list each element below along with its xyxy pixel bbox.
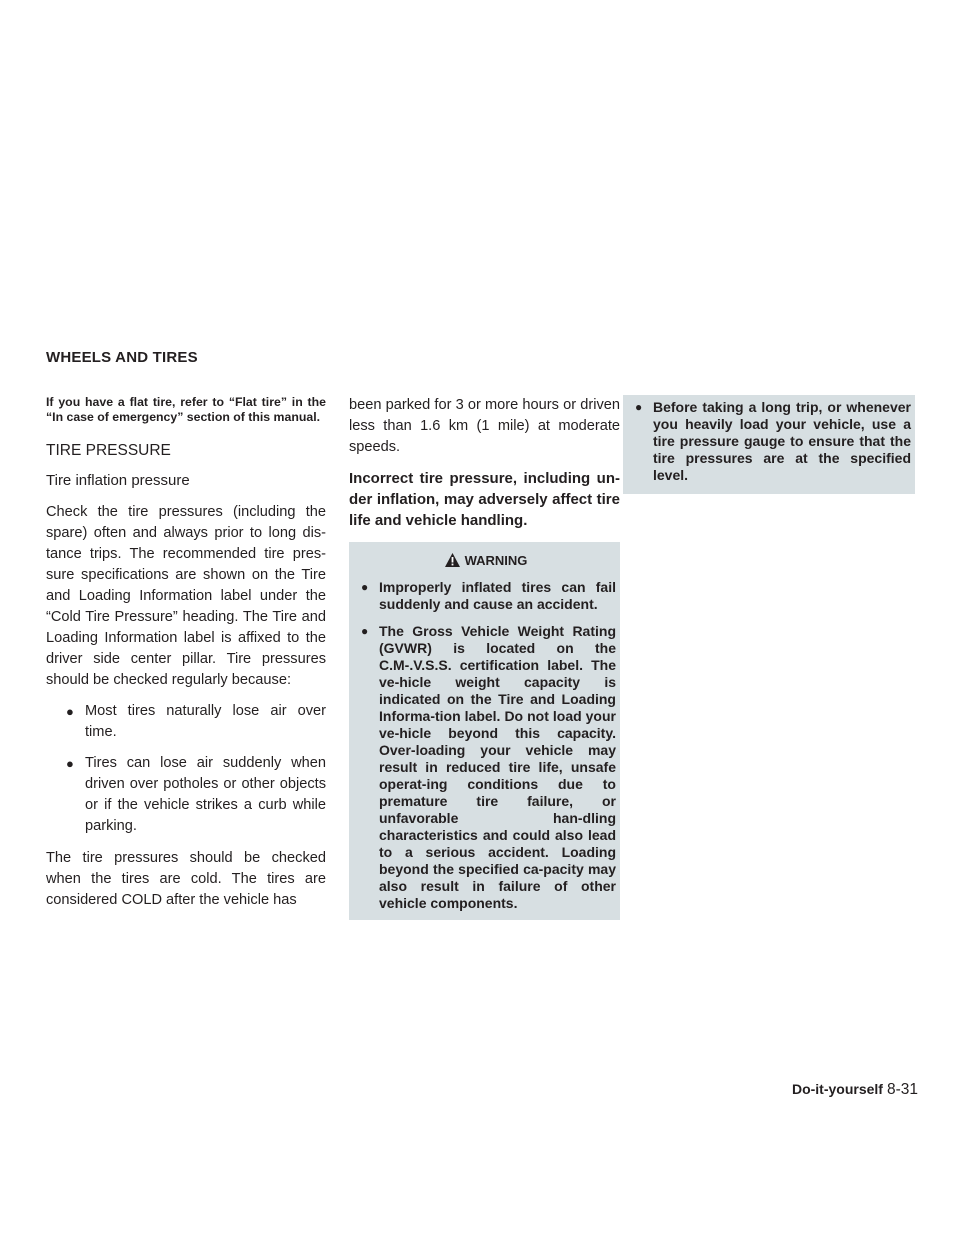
warning-box (349, 542, 620, 920)
warning-item-text: Before taking a long trip, or whenever you heavily load your vehicle, use a tire pressure gauge to ensure that the tire pressures are at the specified level. (653, 399, 911, 483)
warning-list (629, 399, 911, 484)
list-item (355, 623, 616, 912)
flat-tire-note: If you have a flat tire, refer to “Flat tire” in the “In case of emergency” section of this manual. (46, 395, 326, 424)
bullet-icon: ● (66, 704, 74, 719)
list-item (46, 753, 326, 837)
bullet-icon: ● (361, 624, 369, 638)
section-title: WHEELS AND TIRES (46, 349, 198, 366)
reasons-list (46, 701, 326, 837)
list-item (355, 579, 616, 613)
middle-column (349, 395, 620, 920)
warning-label: WARNING (464, 552, 528, 568)
bullet-icon: ● (66, 756, 74, 771)
check-pressure-paragraph: Check the tire pressures (including the spare) often and always prior to long dis-tance trips. The recommended tire pres-sure specifications are shown on the Tire and Loading Information label under the “Cold Tire Pressure” heading. The Tire and Loading Information label is affixed to the driver side center pillar. Tire pressures should be checked regularly because: (46, 504, 326, 688)
page-number: 8-31 (886, 1081, 918, 1098)
cold-tires-paragraph: The tire pressures should be checked when the tires are cold. The tires are considered COLD after the vehicle has (46, 850, 326, 908)
bullet-icon: ● (361, 580, 369, 594)
tire-pressure-heading: TIRE PRESSURE (46, 442, 171, 459)
warning-item-text: Improperly inflated tires can fail suddenly and cause an accident. (379, 579, 616, 612)
list-item (629, 399, 911, 484)
list-item-text: Tires can lose air suddenly when driven over potholes or other objects or if the vehicle strikes a curb while parking. (85, 755, 326, 834)
cold-tires-continued: been parked for 3 or more hours or driven less than 1.6 km (1 mile) at moderate speeds. (349, 397, 620, 455)
incorrect-pressure-statement: Incorrect tire pressure, including un-der inflation, may adversely affect tire life and vehicle handling. (349, 470, 620, 529)
warning-list (355, 579, 616, 912)
list-item (46, 701, 326, 743)
list-item-text: Most tires naturally lose air over time. (85, 703, 326, 740)
warning-item-text: The Gross Vehicle Weight Rating (GVWR) is located on the C.M-.V.S.S. certification label. The ve-hicle weight capacity is indicated on the Tire and Loading Informa-tion label. Do not load your ve-hicle beyond this capacity. Over-loading your vehicle may result in reduced tire life, unsafe operat-ing conditions due to premature tire failure, or unfavorable han-dling characteristics and could also lead to a serious accident. Loading beyond the specified ca-pacity may also result in failure of other vehicle components. (379, 623, 616, 911)
page-footer (792, 1081, 918, 1099)
right-column (623, 395, 915, 494)
bullet-icon: ● (635, 400, 643, 414)
tire-inflation-subheading: Tire inflation pressure (46, 472, 190, 489)
warning-box-continued (623, 395, 915, 494)
left-column (46, 395, 326, 921)
footer-section: Do-it-yourself (791, 1081, 883, 1097)
warning-header (355, 552, 616, 568)
warning-triangle-icon (444, 552, 461, 568)
